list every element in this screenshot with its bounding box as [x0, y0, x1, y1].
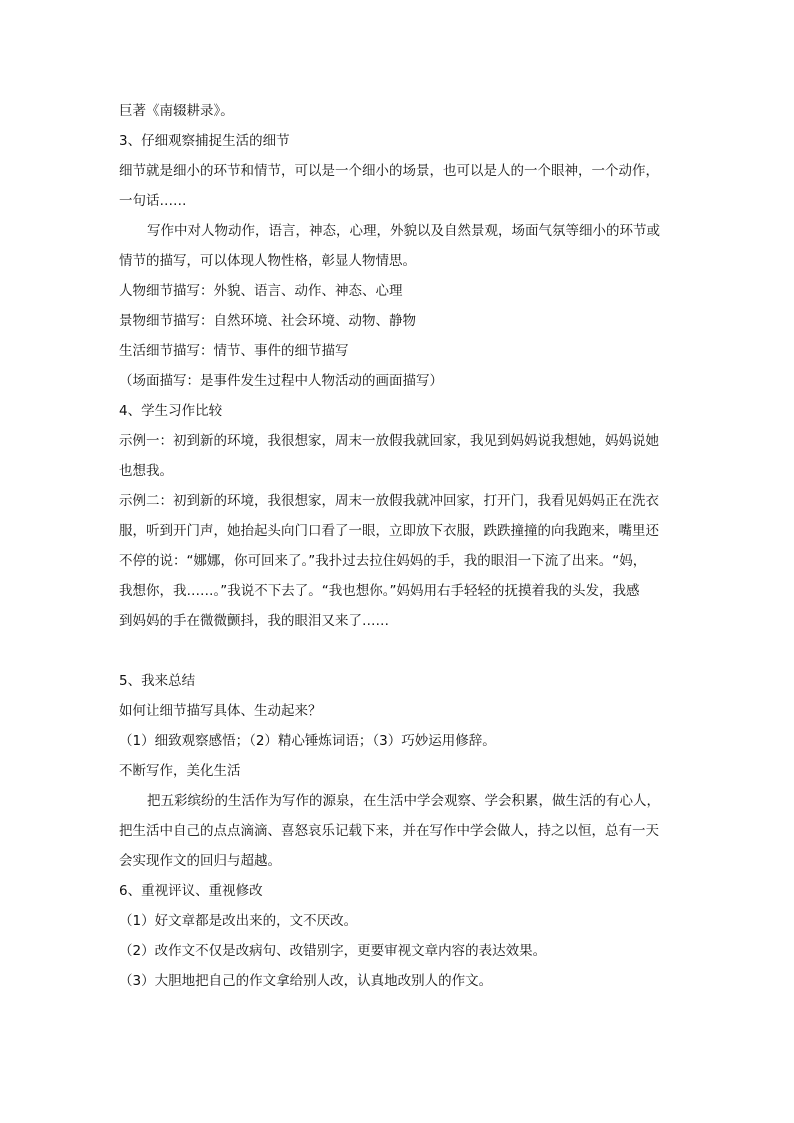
text-line: 到妈妈的手在微微颤抖，我的眼泪又来了……: [119, 613, 389, 629]
text-line: （1）细致观察感悟；（2）精心锤炼词语；（3）巧妙运用修辞。: [119, 733, 496, 749]
text-line: 把生活中自己的点点滴滴、喜怒哀乐记载下来，并在写作中学会做人，持之以恒，总有一天: [119, 823, 659, 839]
blank-line: [119, 636, 679, 666]
text-line: 不停的说：“娜娜，你可回来了。”我扑过去拉住妈妈的手，我的眼泪一下流了出来。“妈，: [119, 553, 647, 569]
text-line: 一句话……: [119, 193, 187, 209]
text-line: 不断写作，美化生活: [119, 763, 241, 779]
text-line: 巨著《南辍耕录》。: [119, 103, 234, 119]
text-line: 生活细节描写：情节、事件的细节描写: [119, 343, 349, 359]
text-line: 如何让细节描写具体、生动起来？: [119, 703, 322, 719]
section-heading: 4、学生习作比较: [119, 403, 223, 419]
text-line: 情节的描写，可以体现人物性格，彰显人物情思。: [119, 253, 416, 269]
section-heading: 3、仔细观察捕捉生活的细节: [119, 133, 290, 149]
text-line: 会实现作文的回归与超越。: [119, 853, 281, 869]
text-line: 示例二：初到新的环境，我很想家，周末一放假我就冲回家，打开门，我看见妈妈正在洗衣: [119, 493, 659, 509]
text-line: 写作中对人物动作，语言，神态，心理，外貌以及自然景观，场面气氛等细小的环节或: [147, 223, 660, 239]
text-line: 人物细节描写：外貌、语言、动作、神态、心理: [119, 283, 403, 299]
text-line: （场面描写：是事件发生过程中人物活动的画面描写）: [119, 373, 443, 389]
text-line: 示例一：初到新的环境，我很想家，周末一放假我就回家，我见到妈妈说我想她，妈妈说她: [119, 433, 659, 449]
text-line: 也想我。: [119, 463, 173, 479]
text-line: 把五彩缤纷的生活作为写作的源泉，在生活中学会观察、学会积累，做生活的有心人，: [147, 793, 660, 809]
section-heading: 6、重视评议、重视修改: [119, 883, 263, 899]
text-line: 细节就是细小的环节和情节，可以是一个细小的场景，也可以是人的一个眼神，一个动作，: [119, 163, 659, 179]
text-line: 景物细节描写：自然环境、社会环境、动物、静物: [119, 313, 416, 329]
text-line: （3）大胆地把自己的作文拿给别人改，认真地改别人的作文。: [119, 973, 493, 989]
text-line: （1）好文章都是改出来的，文不厌改。: [119, 913, 358, 929]
text-line: （2）改作文不仅是改病句、改错别字，更要审视文章内容的表达效果。: [119, 943, 547, 959]
document-body: [119, 96, 679, 996]
text-line: 服，听到开门声，她抬起头向门口看了一眼，立即放下衣服，跌跌撞撞的向我跑来，嘴里还: [119, 523, 659, 539]
section-heading: 5、我来总结: [119, 673, 196, 689]
text-line: 我想你，我……。”我说不下去了。“我也想你。”妈妈用右手轻轻的抚摸着我的头发，我感: [119, 583, 640, 599]
